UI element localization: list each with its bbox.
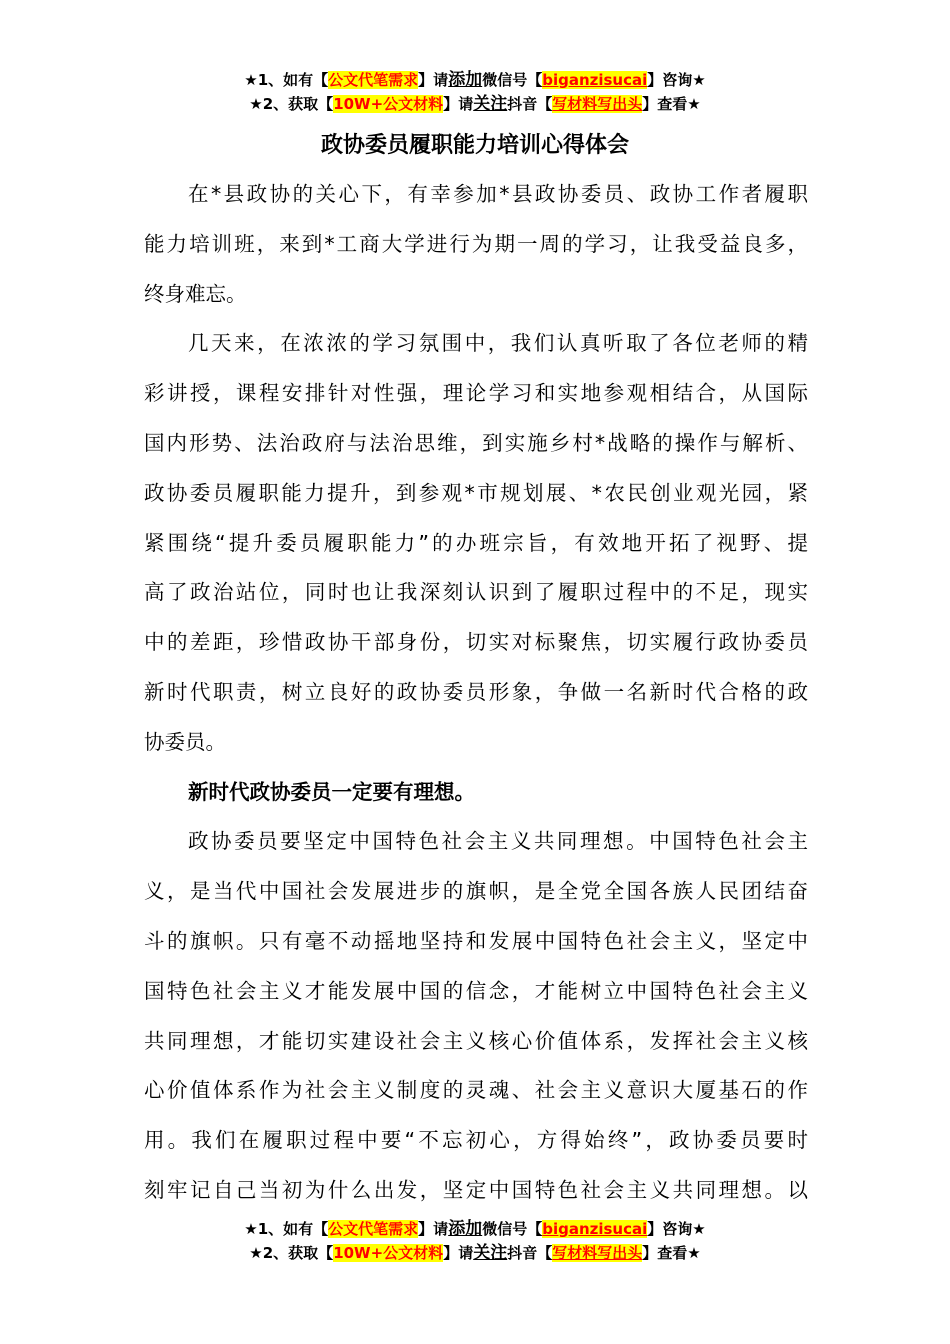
text-line: 刻牢记自己当初为什么出发，坚定中国特色社会主义共同理想。以 (144, 1177, 808, 1202)
text-line: 能力培训班，来到*工商大学进行为期一周的学习，让我受益良多， (144, 231, 808, 256)
banner-line-1: ★1、如有【公文代笔需求】请添加微信号【biganzisucai】咨询★ (244, 1219, 706, 1239)
text-line: 国内形势、法治政府与法治思维，到实施乡村*战略的操作与解析、 (144, 430, 808, 455)
text-line: 政协委员要坚定中国特色社会主义共同理想。中国特色社会主 (188, 829, 808, 854)
header-banner (0, 68, 950, 116)
text-line: 彩讲授，课程安排针对性强，理论学习和实地参观相结合，从国际 (144, 381, 808, 406)
document-title: 政协委员履职能力培训心得体会 (320, 133, 629, 158)
text-line: 义，是当代中国社会发展进步的旗帜，是全党全国各族人民团结奋 (144, 879, 808, 904)
section-heading: 新时代政协委员一定要有理想。 (188, 779, 475, 804)
text-line: 政协委员履职能力提升，到参观*市规划展、*农民创业观光园，紧 (144, 480, 808, 505)
text-line: 中的差距，珍惜政协干部身份，切实对标聚焦，切实履行政协委员 (144, 630, 808, 655)
banner-line-2: ★2、获取【10W+公文材料】请关注抖音【写材料写出头】查看★ (249, 94, 701, 114)
text-line: 斗的旗帜。只有毫不动摇地坚持和发展中国特色社会主义，坚定中 (144, 928, 808, 953)
banner-line-1: ★1、如有【公文代笔需求】请添加微信号【biganzisucai】咨询★ (244, 70, 706, 90)
text-line: 协委员。 (144, 729, 226, 754)
text-line: 新时代职责，树立良好的政协委员形象，争做一名新时代合格的政 (144, 679, 808, 704)
document-body (144, 170, 808, 1216)
text-line: 紧围绕“提升委员履职能力”的办班宗旨，有效地开拓了视野、提 (144, 530, 808, 555)
text-line: 在*县政协的关心下，有幸参加*县政协委员、政协工作者履职 (188, 182, 808, 206)
text-line: 共同理想，才能切实建设社会主义核心价值体系，发挥社会主义核 (144, 1028, 808, 1053)
text-line: 几天来，在浓浓的学习氛围中，我们认真听取了各位老师的精 (188, 331, 808, 356)
text-line: 用。我们在履职过程中要“不忘初心，方得始终”，政协委员要时 (144, 1128, 808, 1153)
text-line: 终身难忘。 (144, 281, 247, 306)
text-line: 心价值体系作为社会主义制度的灵魂、社会主义意识大厦基石的作 (144, 1078, 808, 1103)
text-line: 国特色社会主义才能发展中国的信念，才能树立中国特色社会主义 (144, 978, 808, 1003)
footer-banner (0, 1217, 950, 1265)
banner-line-2: ★2、获取【10W+公文材料】请关注抖音【写材料写出头】查看★ (249, 1243, 701, 1263)
text-line: 高了政治站位，同时也让我深刻认识到了履职过程中的不足，现实 (144, 580, 808, 605)
